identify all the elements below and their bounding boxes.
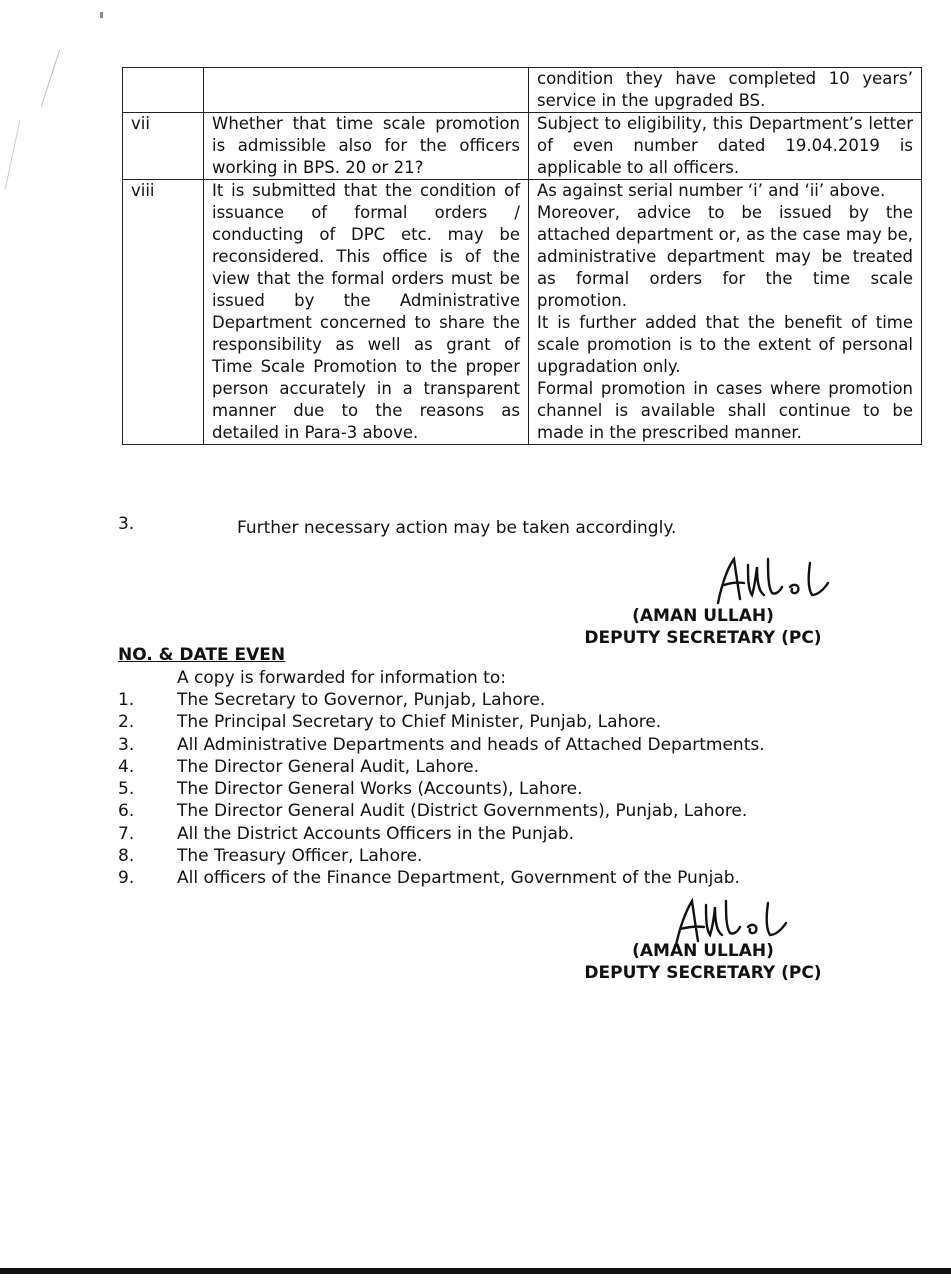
list-item (118, 845, 765, 867)
list-item-number: 9. (118, 868, 135, 889)
clarification-cell (529, 113, 922, 180)
list-item-number: 7. (118, 823, 135, 844)
paragraph-number: 3. (118, 514, 135, 534)
list-item (118, 823, 765, 845)
clarification-cell (529, 68, 922, 113)
list-item (118, 734, 765, 756)
time-scale-promotion-table (122, 67, 922, 445)
list-item (118, 689, 765, 711)
query-text: It is submitted that the condition of issuance of formal orders / conducting of DPC etc. may be reconsidered. This office is of the view that the formal orders must be issued by the Administrative Department concerned to share the responsibility as well as grant of Time Scale Promotion to the proper person accurately in a transparent manner due to the reasons as detailed in Para-3 above. (212, 181, 520, 442)
forwarding-intro: A copy is forwarded for information to: (177, 668, 506, 688)
signatory-designation: DEPUTY SECRETARY (PC) (584, 628, 822, 648)
scan-mark (41, 49, 60, 106)
table-row (123, 113, 922, 180)
clarification-text: It is further added that the benefit of time scale promotion is to the extent of personal upgradation only. (537, 313, 913, 376)
list-item-number: 1. (118, 690, 135, 710)
scan-mark (100, 12, 103, 18)
list-item-text: The Secretary to Governor, Punjab, Lahore. (177, 690, 546, 710)
list-item-text: The Treasury Officer, Lahore. (177, 846, 423, 867)
distribution-list (118, 689, 765, 890)
list-item-text: All the District Accounts Officers in the Punjab. (177, 823, 575, 844)
page-bottom-border (0, 1268, 951, 1274)
list-item-text: All officers of the Finance Department, Government of the Punjab. (177, 868, 740, 889)
scan-mark (5, 121, 21, 190)
clarification-text: As against serial number ‘i’ and ‘ii’ above. (537, 181, 886, 200)
list-item-text: All Administrative Departments and heads of Attached Departments. (177, 734, 765, 755)
list-item-text: The Director General Audit, Lahore. (177, 756, 480, 777)
list-item (118, 711, 765, 733)
list-item-text: The Principal Secretary to Chief Minister, Punjab, Lahore. (177, 712, 662, 733)
list-item-text: The Director General Audit (District Governments), Punjab, Lahore. (177, 801, 748, 822)
signature-handwritten (700, 553, 840, 607)
paragraph-text: Further necessary action may be taken accordingly. (237, 518, 677, 538)
clarification-text: Subject to eligibility, this Department’s letter of even number dated 19.04.2019 is applicable to all officers. (537, 114, 913, 177)
list-item-number: 2. (118, 712, 135, 733)
query-cell (204, 113, 529, 180)
list-item (118, 800, 765, 822)
table-row (123, 180, 922, 445)
table-row (123, 68, 922, 113)
clarification-text: Moreover, advice to be issued by the attached department or, as the case may be, administrative department may be treated as formal orders for the time scale promotion. (537, 203, 913, 310)
serial-number-cell: vii (123, 113, 204, 180)
list-item-number: 5. (118, 779, 135, 800)
query-cell (204, 180, 529, 445)
signature-block-2 (560, 940, 846, 984)
list-item-number: 3. (118, 734, 135, 755)
list-item-text: The Director General Works (Accounts), Lahore. (177, 779, 583, 800)
list-item (118, 756, 765, 778)
signature-block-1 (560, 605, 846, 649)
list-item-number: 6. (118, 801, 135, 822)
list-item-number: 4. (118, 756, 135, 777)
serial-number-cell (123, 68, 204, 113)
query-cell (204, 68, 529, 113)
clarification-text: condition they have completed 10 years’ service in the upgraded BS. (537, 69, 913, 110)
list-item (118, 778, 765, 800)
reference-heading: NO. & DATE EVEN (118, 645, 286, 665)
clarification-cell (529, 180, 922, 445)
serial-number-cell: viii (123, 180, 204, 445)
signatory-name: (AMAN ULLAH) (632, 606, 774, 626)
signatory-designation: DEPUTY SECRETARY (PC) (584, 963, 822, 983)
signatory-name: (AMAN ULLAH) (632, 941, 774, 961)
query-text: Whether that time scale promotion is admissible also for the officers working in BPS. 20 or 21? (212, 114, 520, 177)
clarification-text: Formal promotion in cases where promotion channel is available shall continue to be made in the prescribed manner. (537, 379, 913, 442)
list-item-number: 8. (118, 846, 135, 867)
list-item (118, 867, 765, 889)
